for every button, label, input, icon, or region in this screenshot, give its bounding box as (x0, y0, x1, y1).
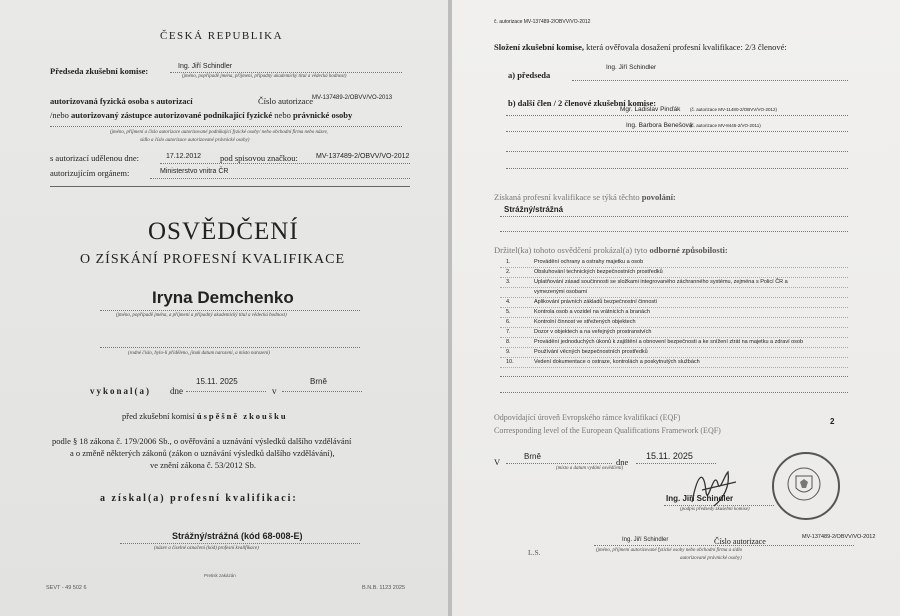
competence-item: Kontrolní činnost ve střežených objektech (534, 319, 636, 325)
competence-item: Kontrola osob a vozidel na vrátnicích a branách (534, 309, 650, 315)
competence-number: 6. (506, 319, 511, 325)
competence-underline (500, 317, 848, 318)
bottom-name: Ing. Jiří Schindler (622, 537, 669, 543)
exam-date-underline (186, 391, 266, 392)
competence-underline (500, 357, 848, 358)
competence-number: 2. (506, 269, 511, 275)
member-3-underline (506, 151, 848, 152)
authority-underline (150, 178, 410, 179)
bottom-hint-2: autorizované právnické osoby) (680, 556, 742, 561)
competence-number: 7. (506, 329, 511, 335)
bottom-authorization-number: MV-137489-2/OBVV/VO-2012 (802, 534, 876, 540)
auth-hint-1: (jméno, příjmení a číslo autorizace autorizované podnikající fyzické osoby/ nebo obchodní firma nebo název, (110, 130, 328, 135)
signer-underline (664, 505, 774, 506)
competence-underline (500, 267, 848, 268)
competence-heading (494, 245, 728, 255)
competence-underline (500, 287, 848, 288)
bottom-underline (594, 545, 854, 546)
granted-label: s autorizací udělenou dne: (50, 153, 139, 163)
signer-hint: (podpis předsedy zkušební komise) (680, 507, 750, 512)
issue-place: Brně (524, 452, 541, 461)
profession-heading-text: Získaná profesní kvalifikace se týká těchto (494, 192, 640, 202)
granted-underline (160, 163, 410, 164)
member-2-authorization: (č. autorizace MV-8445-2/VO-2011) (690, 123, 761, 128)
certificate-title: OSVĚDČENÍ (148, 218, 299, 245)
competence-item: Používání věcných bezpečnostních prostředků (534, 349, 648, 355)
members-label: b) další člen / 2 členové zkušební komise: (508, 98, 657, 108)
issue-date-label: dne (616, 457, 629, 467)
holder-name: Iryna Demchenko (152, 288, 294, 307)
chair-name: Ing. Jiří Schindler (178, 63, 233, 70)
before-committee-text (122, 411, 288, 421)
competence-underline (500, 277, 848, 278)
profession-underline (500, 216, 848, 217)
competence-underline (500, 367, 848, 368)
date-label: dne (170, 386, 183, 396)
competence-underline (500, 297, 848, 298)
law-line-1: podle § 18 zákona č. 179/2006 Sb., o ověřování a uznávání výsledků dalšího vzdělávání (52, 436, 352, 446)
issue-place-prefix: V (494, 457, 501, 467)
committee-heading (494, 42, 787, 52)
qualification-underline (120, 543, 360, 544)
competence-number: 5. (506, 309, 511, 315)
auth-line-2 (50, 110, 352, 120)
authority-name: Ministerstvo vnitra ČR (160, 168, 229, 175)
profession-value: Strážný/strážná (504, 205, 564, 214)
competence-item: Dozor v objektech a na veřejných prostranstvích (534, 329, 652, 335)
signer-name: Ing. Jiří Schindler (666, 494, 734, 503)
success-text: úspěšně zkoušku (196, 411, 288, 421)
competence-number: 8. (506, 339, 511, 345)
competence-number: 1. (506, 259, 511, 265)
chair-label: Předseda zkušební komise: (50, 66, 149, 76)
competence-item: Aplikování právních základů bezpečnostní činnosti (534, 299, 657, 305)
birth-hint: (rodné číslo, bylo-li přiděleno, jinak datum narození, a místo narození) (128, 351, 270, 356)
bottom-hint-1: (jméno, příjmení autorizované fyzické osoby nebo obchodní firma a sídlo (596, 548, 743, 553)
auth-number-label: Číslo autorizace (258, 96, 313, 106)
issue-place-hint: (místo a datum vydání osvědčení) (556, 466, 624, 471)
chair-underline (170, 72, 402, 73)
issue-date: 15.11. 2025 (646, 451, 693, 461)
competence-heading-text: Držitel(ka) tohoto osvědčení prokázal(a) tyto (494, 245, 648, 255)
official-stamp (772, 452, 840, 520)
acquired-label: a získal(a) profesní kvalifikaci: (100, 493, 298, 504)
authority-label: autorizujícím orgánem: (50, 168, 130, 178)
member-1-underline (506, 115, 848, 116)
eqf-label-en: Corresponding level of the European Qualifications Framework (EQF) (494, 426, 721, 435)
competence-item: Vedení dokumentace o ostraze, kontrolách a poskytnutých službách (534, 359, 700, 365)
ls-mark: L.S. (528, 548, 541, 557)
holder-underline (100, 310, 360, 311)
competence-underline (500, 347, 848, 348)
profession-underline-2 (500, 231, 848, 232)
performed-label: vykonal(a) (90, 386, 152, 396)
member-4-underline (506, 168, 848, 169)
competence-item: Uplatňování zásad součinnosti se složkami integrovaného záchranného systému, zejména s Policí ČR a (534, 279, 788, 285)
competence-item: Provádění ochrany a ostrahy majetku a osob (534, 259, 644, 265)
eqf-level: 2 (830, 417, 835, 426)
competence-number: 10. (506, 359, 514, 365)
competence-item: Provádění jednoduchých úkonů k zajištění a obnovení bezpečnosti a ke snížení ztrát na majetku a zdraví osob (534, 339, 804, 345)
committee-heading-bold: Složení zkušební komise, (494, 42, 584, 52)
issue-place-underline (506, 463, 612, 464)
certificate-subtitle: O ZÍSKÁNÍ PROFESNÍ KVALIFIKACE (80, 252, 346, 267)
law-line-2: a o změně některých zákonů (zákon o uznávání výsledků dalšího vzdělávání), (70, 448, 335, 458)
eqf-label-cz: Odpovídající úroveň Evropského rámce kvalifikací (EQF) (494, 413, 681, 422)
certificate-front-page (0, 0, 448, 616)
stamp-emblem-icon (772, 452, 836, 516)
competence-underline (500, 307, 848, 308)
auth-line-2-legal: právnické osoby (292, 110, 353, 120)
bottom-authorization-label: Číslo autorizace (714, 537, 766, 546)
chair-role-underline (572, 80, 848, 81)
competence-underline (500, 327, 848, 328)
member-2-underline (506, 131, 848, 132)
certificate-back-page (452, 0, 900, 616)
competence-number: 9. (506, 349, 511, 355)
competence-number: 3. (506, 279, 511, 285)
holder-hint: (jméno, popřípadě jména, a příjmení a případný akademický titul a vědecká hodnost) (116, 313, 287, 318)
header-authorization: č. autorizace MV-137489-2/OBVV/VO-2012 (494, 19, 591, 25)
auth-line-2-or-2: nebo (274, 110, 291, 120)
auth-line-1: autorizovaná fyzická osoba s autorizací (50, 96, 193, 106)
chair-hint: (jméno, popřípadě jména, příjmení, případný akademický titul a vědecká hodnost) (182, 74, 347, 79)
profession-heading (494, 192, 676, 202)
header-divider (50, 186, 410, 187)
member-1-name: Mgr. Ladislav Pinďák (620, 106, 681, 113)
exam-date: 15.11. 2025 (196, 377, 238, 386)
qualification-name: Strážný/strážná (kód 68-008-E) (172, 531, 303, 541)
exam-place: Brně (310, 377, 327, 386)
exam-place-underline (282, 391, 362, 392)
committee-heading-rest: která ověřovala dosažení profesní kvalifikace: 2/3 členové: (586, 42, 787, 52)
competence-underline-extra-2 (500, 392, 848, 393)
competence-underline-extra-1 (500, 376, 848, 377)
before-committee: před zkušební komisí (122, 411, 195, 421)
competence-item: vymezenými osobami (534, 289, 587, 295)
qualification-hint: (název a číselné označení (kód) profesní kvalifikace) (154, 546, 259, 551)
competence-underline (500, 337, 848, 338)
birth-underline (100, 347, 360, 348)
print-code: B.N.B. 1123 2025 (362, 585, 406, 591)
auth-hint-2: sídlo a číslo autorizace autorizované právnické osoby) (140, 138, 250, 143)
competence-item: Obsluhování technických bezpečnostních prostředků (534, 269, 663, 275)
auth-line-2-or: /nebo (50, 110, 69, 120)
member-2-name: Ing. Barbora Benešová (626, 122, 693, 129)
auth-number: MV-137489-2/OBVV/VO-2013 (312, 95, 393, 101)
place-prefix: v (272, 386, 277, 396)
competence-heading-bold: odborné způsobilosti: (649, 245, 728, 255)
member-1-authorization: (č. autorizace MV-11480-2/OBVV/VO-2012) (690, 107, 777, 112)
auth-underline (50, 126, 402, 127)
competence-number: 4. (506, 299, 511, 305)
profession-heading-bold: povolání: (641, 192, 676, 202)
law-line-3: ve znění zákona č. 53/2012 Sb. (150, 460, 256, 470)
file-label: pod spisovou značkou: (220, 153, 298, 163)
republic-heading: ČESKÁ REPUBLIKA (160, 30, 284, 42)
chair-role-label: a) předseda (508, 70, 551, 80)
reprint-notice: Pretisk zakázán (204, 573, 236, 578)
chair-role-name: Ing. Jiří Schindler (606, 64, 657, 71)
form-code: SEVT - 49 502 6 (46, 585, 87, 591)
auth-line-2-representative: autorizovaný zástupce autorizované podnikající fyzické (71, 110, 273, 120)
file-number: MV-137489-2/OBVV/VO-2012 (316, 153, 410, 160)
granted-date: 17.12.2012 (166, 153, 202, 160)
